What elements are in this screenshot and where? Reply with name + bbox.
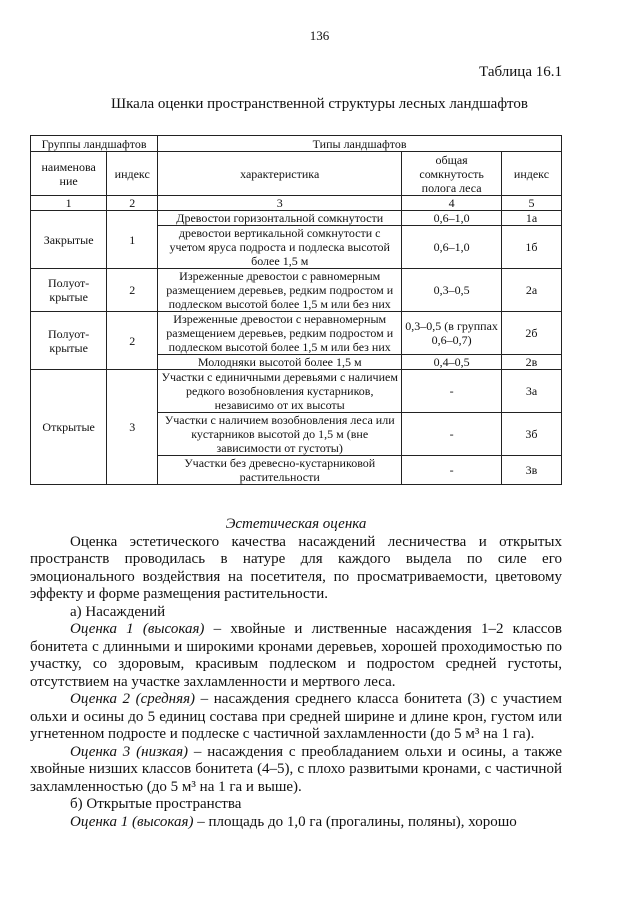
table-row	[31, 370, 562, 413]
col-number: 4	[402, 196, 502, 211]
col-number: 2	[107, 196, 158, 211]
type-characteristic: Участки с единичными деревьями с наличием редкого возобновления кустарников, независимо от их высоты	[158, 370, 402, 413]
group-name: Полуот-крытые	[31, 312, 107, 370]
open-rating-1-label: Оценка 1 (высокая)	[70, 813, 194, 830]
type-characteristic: Изреженные древостои с неравномерным размещением деревьев, редким подростом и подлеском высотой более 1,5 м или без них	[158, 312, 402, 355]
col-char-header: характеристика	[158, 152, 402, 196]
body-text	[30, 516, 562, 831]
rating-2-label: Оценка 2 (средняя)	[70, 691, 196, 707]
type-index: 1а	[501, 211, 561, 226]
rating-1-label: Оценка 1 (высокая)	[70, 621, 205, 637]
type-characteristic: Древостои горизонтальной сомкнутости	[158, 211, 402, 226]
type-density: -	[402, 456, 502, 485]
table-title: Шкала оценки пространственной структуры лесных ландшафтов	[110, 96, 528, 112]
group-name: Закрытые	[31, 211, 107, 269]
type-index: 3а	[501, 370, 561, 413]
table-label: Таблица 16.1	[479, 64, 562, 80]
group-index: 2	[107, 312, 158, 370]
table-row	[31, 269, 562, 312]
col-density-header: общая сомкнутость полога леса	[402, 152, 502, 196]
table-row	[31, 312, 562, 355]
rating-3-paragraph	[30, 744, 562, 797]
col-number: 3	[158, 196, 402, 211]
type-characteristic: древостои вертикальной сомкнутости с учетом яруса подроста и подлеска высотой более 1,5 м	[158, 226, 402, 269]
group-index: 1	[107, 211, 158, 269]
group-name: Открытые	[31, 370, 107, 485]
types-header: Типы ландшафтов	[158, 136, 562, 152]
type-density: 0,3–0,5	[402, 269, 502, 312]
col-number: 5	[501, 196, 561, 211]
type-index: 1б	[501, 226, 561, 269]
group-index: 2	[107, 269, 158, 312]
type-density: 0,3–0,5 (в группах 0,6–0,7)	[402, 312, 502, 355]
landscape-structure-table	[30, 135, 562, 485]
type-index: 3б	[501, 413, 561, 456]
open-rating-1-text: – площадь до 1,0 га (прогалины, поляны), хорошо	[193, 813, 517, 830]
subsection-a-title: а) Насаждений	[70, 603, 166, 620]
type-density: 0,4–0,5	[402, 355, 502, 370]
type-density: 0,6–1,0	[402, 211, 502, 226]
subsection-b-title: б) Открытые пространства	[70, 796, 242, 812]
type-characteristic: Изреженные древостои с равномерным размещением деревьев, редким подростом и подлеском высотой более 1,5 м или без них	[158, 269, 402, 312]
section-heading: Эстетическая оценка	[225, 516, 367, 532]
type-density: -	[402, 413, 502, 456]
open-rating-1-paragraph	[30, 814, 562, 832]
rating-1-text: – хвойные и лиственные насаждения 1–2 классов бонитета с длинными и широкими кронами деревьев, хорошей проходимостью по участку, со здоровым, красивым подлеском и подростом средней густоты, отсутствием на участке захламленности и мертвого леса.	[30, 621, 562, 690]
col-number: 1	[31, 196, 107, 211]
rating-1-paragraph	[30, 621, 562, 691]
intro-paragraph: Оценка эстетического качества насаждений лесничества и открытых пространств проводилась в натуре для каждого выдела по силе его эмоционального воздействия на посетителя, по просматриваемости, цветовому эффекту и форме размещения растительности.	[30, 533, 562, 602]
type-index: 2в	[501, 355, 561, 370]
type-density: -	[402, 370, 502, 413]
type-density: 0,6–1,0	[402, 226, 502, 269]
col-name-header: наименова ние	[31, 152, 107, 196]
rating-3-label: Оценка 3 (низкая)	[70, 743, 189, 760]
col-index-header: индекс	[107, 152, 158, 196]
col-index2-header: индекс	[501, 152, 561, 196]
type-characteristic: Участки без древесно-кустарниковой растительности	[158, 456, 402, 485]
table-row	[31, 211, 562, 226]
rating-2-text: – насаждения среднего класса бонитета (3) с участием ольхи и осины до 5 единиц состава при средней ширине и длине крон, густом или угнетенном подросте и подлеске с частичной захламленности (до 5 м³ на 1 га).	[30, 691, 562, 742]
rating-3-text: – насаждения с преобладанием ольхи и осины, а также хвойные низших классов бонитета (4–5), с плохо развитыми кронами, с частичной захламленностью (до 5 м³ на 1 га и выше).	[30, 743, 562, 795]
type-index: 2б	[501, 312, 561, 355]
type-characteristic: Молодняки высотой более 1,5 м	[158, 355, 402, 370]
group-header: Группы ландшафтов	[31, 136, 158, 152]
group-index: 3	[107, 370, 158, 485]
group-name: Полуот-крытые	[31, 269, 107, 312]
type-characteristic: Участки с наличием возобновления леса или кустарников высотой до 1,5 м (вне зависимости от густоты)	[158, 413, 402, 456]
page-number: 136	[309, 28, 330, 43]
type-index: 2а	[501, 269, 561, 312]
rating-2-paragraph	[30, 691, 562, 744]
type-index: 3в	[501, 456, 561, 485]
